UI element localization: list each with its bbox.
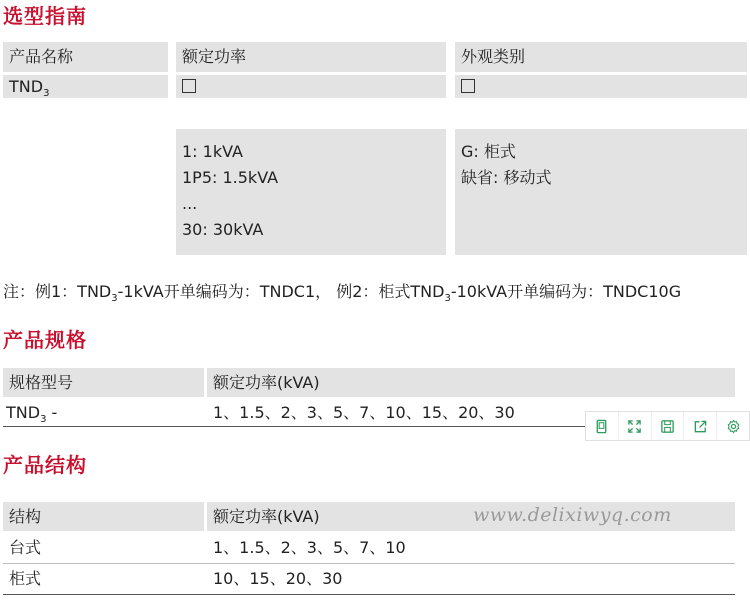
spec-powers: 1、1.5、2、3、5、7、10、15、20、30 [213,403,515,422]
header-product-name: 产品名称 [3,42,168,72]
spec-model-subscript: 3 [40,414,47,425]
note-text-2: -1kVA开单编码为：TNDC1， 例2：柜式TND [117,282,445,301]
power-option: ... [182,194,198,213]
type-code-box [461,79,475,93]
spec-model-cell [0,400,204,426]
note-subscript-1: 3 [111,293,118,304]
floating-toolbar [585,411,750,441]
header-structure-power: 额定功率(kVA) [207,502,735,531]
product-name: TND [9,77,44,96]
structure-bottom-border [3,594,735,595]
structure-type-desktop: 台式 [9,538,42,557]
type-code-cell [455,75,747,98]
power-option: 1: 1kVA [182,142,243,161]
header-rated-power: 额定功率 [176,42,446,72]
site-watermark: www.delixiwyq.com [473,504,672,526]
power-option: 1P5: 1.5kVA [182,168,279,187]
save-icon[interactable] [652,412,685,440]
note-text-3: -10kVA开单编码为：TNDC10G [450,282,682,301]
ordering-note [3,279,681,304]
spec-title: 产品规格 [3,328,87,352]
note-text-1: 注：例1：TND [3,282,112,301]
header-spec-power: 额定功率(kVA) [207,368,735,397]
type-option: G: 柜式 [461,142,516,161]
selection-title: 选型指南 [3,4,87,28]
header-structure: 结构 [3,502,204,531]
power-option: 30: 30kVA [182,220,264,239]
page-icon[interactable] [586,412,619,440]
type-options-box [455,129,747,255]
spec-model: TND [6,403,41,422]
fullscreen-icon[interactable] [619,412,652,440]
spec-row-divider [3,426,589,427]
header-appearance: 外观类别 [455,42,747,72]
power-code-cell [176,75,446,98]
type-option: 缺省: 移动式 [461,168,552,187]
header-model: 规格型号 [3,368,204,397]
spec-model-suffix: - [46,403,58,422]
structure-type-cabinet: 柜式 [9,569,42,588]
power-code-box [182,79,196,93]
power-options-box [176,129,446,255]
structure-row-divider [3,563,735,564]
settings-icon[interactable] [717,412,749,440]
share-icon[interactable] [684,412,717,440]
product-name-subscript: 3 [43,88,50,99]
product-name-cell [3,75,168,98]
structure-title: 产品结构 [3,453,87,477]
note-subscript-2: 3 [444,293,451,304]
structure-powers-cabinet: 10、15、20、30 [213,569,343,588]
structure-powers-desktop: 1、1.5、2、3、5、7、10 [213,538,406,557]
